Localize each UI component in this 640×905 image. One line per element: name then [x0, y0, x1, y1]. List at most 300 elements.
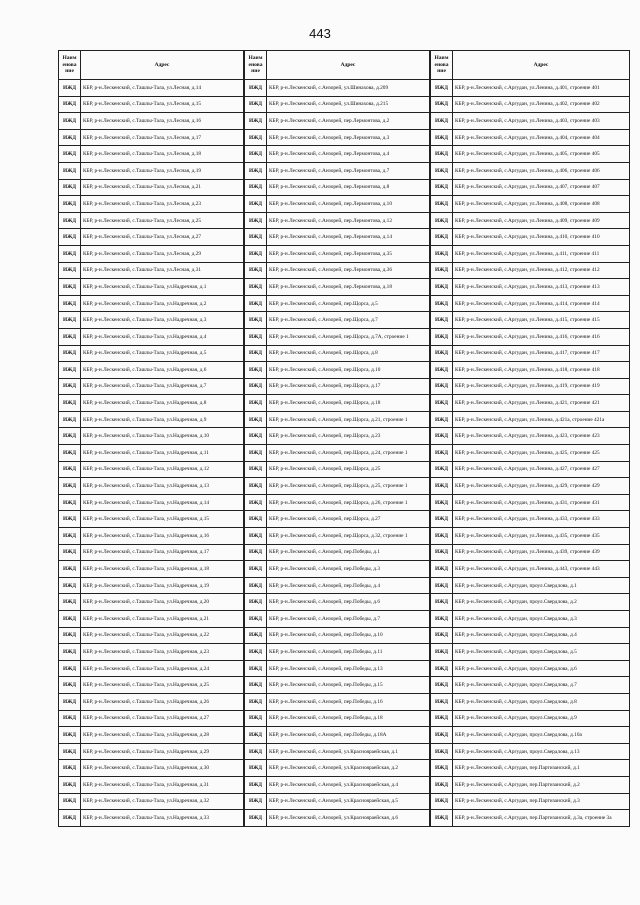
address-cell: КБР, р-н.Лескенский, с.Анзорей, пер.Щорса, д.26, строение 1	[267, 494, 430, 511]
address-cell: КБР, р-н.Лескенский, с.Аргудан, ул.Ленина, д.427, строение 427	[453, 461, 630, 478]
address-cell: КБР, р-н.Лескенский, с.Ташлы-Тала, ул.Надречная, д.32	[81, 793, 244, 810]
address-cell: КБР, р-н.Лескенский, с.Аргудан, проул.Свердлова, д.7	[453, 677, 630, 694]
address-cell: КБР, р-н.Лескенский, с.Анзорей, пер.Победы, д.4	[267, 577, 430, 594]
table-row	[59, 577, 244, 594]
table-row	[245, 760, 430, 777]
object-type-cell: ИЖД	[59, 345, 81, 362]
table-row	[59, 660, 244, 677]
object-type-cell: ИЖД	[245, 229, 267, 246]
table-row	[431, 312, 630, 329]
table-row	[431, 494, 630, 511]
object-type-cell: ИЖД	[59, 776, 81, 793]
address-cell: КБР, р-н.Лескенский, с.Анзорей, пер.Лермонтова, д.36	[267, 262, 430, 279]
object-type-cell: ИЖД	[245, 577, 267, 594]
object-type-cell: ИЖД	[245, 727, 267, 744]
address-cell: КБР, р-н.Лескенский, с.Ташлы-Тала, ул.Надречная, д.14	[81, 494, 244, 511]
table-row	[245, 561, 430, 578]
address-cell: КБР, р-н.Лескенский, с.Аргудан, ул.Ленина, д.403, строение 403	[453, 113, 630, 130]
address-cell: КБР, р-н.Лескенский, с.Анзорей, пер.Щорса, д.32, строение 1	[267, 528, 430, 545]
object-type-cell: ИЖД	[59, 113, 81, 130]
table-row	[59, 528, 244, 545]
address-cell: КБР, р-н.Лескенский, с.Анзорей, пер.Щорса, д.10	[267, 362, 430, 379]
address-cell: КБР, р-н.Лескенский, с.Анзорей, пер.Победы, д.10	[267, 627, 430, 644]
table-row	[245, 776, 430, 793]
object-type-cell: ИЖД	[431, 162, 453, 179]
object-type-cell: ИЖД	[59, 810, 81, 827]
address-cell: КБР, р-н.Лескенский, с.Ташлы-Тала, ул.Лесная, д.17	[81, 129, 244, 146]
address-cell: КБР, р-н.Лескенский, с.Ташлы-Тала, ул.Надречная, д.18	[81, 561, 244, 578]
object-type-cell: ИЖД	[431, 793, 453, 810]
table-row	[431, 245, 630, 262]
table-row	[59, 212, 244, 229]
table-row	[59, 544, 244, 561]
object-type-cell: ИЖД	[431, 96, 453, 113]
address-cell: КБР, р-н.Лескенский, с.Ташлы-Тала, ул.Лесная, д.16	[81, 113, 244, 130]
object-type-cell: ИЖД	[245, 776, 267, 793]
address-cell: КБР, р-н.Лескенский, с.Ташлы-Тала, ул.Надречная, д.25	[81, 677, 244, 694]
object-type-cell: ИЖД	[59, 229, 81, 246]
object-type-cell: ИЖД	[245, 445, 267, 462]
table-row	[431, 378, 630, 395]
address-cell: КБР, р-н.Лескенский, с.Аргудан, ул.Ленина, д.405, строение 405	[453, 146, 630, 163]
table-row	[245, 478, 430, 495]
table-row	[431, 262, 630, 279]
address-cell: КБР, р-н.Лескенский, с.Аргудан, проул.Свердлова, д.1	[453, 577, 630, 594]
table-header	[245, 51, 430, 80]
table-row	[59, 793, 244, 810]
address-cell: КБР, р-н.Лескенский, с.Ташлы-Тала, ул.Надречная, д.20	[81, 594, 244, 611]
table-row	[59, 445, 244, 462]
object-type-cell: ИЖД	[245, 810, 267, 827]
address-cell: КБР, р-н.Лескенский, с.Ташлы-Тала, ул.Надречная, д.15	[81, 511, 244, 528]
address-cell: КБР, р-н.Лескенский, с.Ташлы-Тала, ул.Надречная, д.10	[81, 428, 244, 445]
object-type-cell: ИЖД	[59, 129, 81, 146]
table-row	[431, 677, 630, 694]
address-cell: КБР, р-н.Лескенский, с.Ташлы-Тала, ул.Лесная, д.19	[81, 162, 244, 179]
object-type-cell: ИЖД	[431, 544, 453, 561]
address-cell: КБР, р-н.Лескенский, с.Аргудан, пер.Партизанский, д.1	[453, 760, 630, 777]
address-cell: КБР, р-н.Лескенский, с.Анзорей, ул.Шинахова, д.209	[267, 80, 430, 97]
object-type-cell: ИЖД	[431, 212, 453, 229]
table-row	[245, 279, 430, 296]
address-cell: КБР, р-н.Лескенский, с.Анзорей, пер.Лермонтова, д.7	[267, 162, 430, 179]
address-cell: КБР, р-н.Лескенский, с.Анзорей, пер.Щорса, д.21, строение 1	[267, 411, 430, 428]
object-type-cell: ИЖД	[431, 743, 453, 760]
object-type-cell: ИЖД	[431, 776, 453, 793]
table-row	[431, 743, 630, 760]
table-row	[431, 776, 630, 793]
table-row	[245, 80, 430, 97]
table-row	[245, 677, 430, 694]
object-type-cell: ИЖД	[59, 162, 81, 179]
table-row	[59, 644, 244, 661]
table-row	[431, 544, 630, 561]
object-type-cell: ИЖД	[59, 611, 81, 628]
table-row	[245, 743, 430, 760]
table-row	[431, 395, 630, 412]
address-cell: КБР, р-н.Лескенский, с.Аргудан, проул.Свердлова, д.3	[453, 611, 630, 628]
table-row	[431, 411, 630, 428]
table-row	[431, 295, 630, 312]
address-cell: КБР, р-н.Лескенский, с.Аргудан, ул.Ленина, д.423, строение 423	[453, 428, 630, 445]
table-row	[431, 196, 630, 213]
object-type-cell: ИЖД	[59, 212, 81, 229]
table-row	[245, 362, 430, 379]
table-row	[59, 80, 244, 97]
object-type-cell: ИЖД	[245, 511, 267, 528]
address-cell: КБР, р-н.Лескенский, с.Ташлы-Тала, ул.Лесная, д.15	[81, 96, 244, 113]
address-cell: КБР, р-н.Лескенский, с.Анзорей, пер.Победы, д.6	[267, 594, 430, 611]
object-type-cell: ИЖД	[431, 395, 453, 412]
object-type-cell: ИЖД	[431, 411, 453, 428]
table-row	[245, 395, 430, 412]
address-cell: КБР, р-н.Лескенский, с.Анзорей, пер.Щорса, д.27	[267, 511, 430, 528]
object-type-cell: ИЖД	[245, 295, 267, 312]
object-type-cell: ИЖД	[245, 328, 267, 345]
address-cell: КБР, р-н.Лескенский, с.Анзорей, пер.Победы, д.18	[267, 710, 430, 727]
address-cell: КБР, р-н.Лескенский, с.Аргудан, пер.Партизанский, д.3	[453, 793, 630, 810]
object-type-cell: ИЖД	[431, 727, 453, 744]
object-type-cell: ИЖД	[245, 561, 267, 578]
table-row	[59, 378, 244, 395]
table-row	[59, 727, 244, 744]
table-row	[245, 594, 430, 611]
object-type-cell: ИЖД	[431, 760, 453, 777]
address-table-3	[430, 50, 630, 827]
table-row	[59, 279, 244, 296]
table-row	[245, 96, 430, 113]
header-address: Адрес	[81, 51, 244, 80]
table-row	[59, 743, 244, 760]
table-row	[59, 561, 244, 578]
table-row	[245, 644, 430, 661]
table-row	[59, 113, 244, 130]
address-cell: КБР, р-н.Лескенский, с.Аргудан, ул.Ленина, д.421а, строение 421а	[453, 411, 630, 428]
address-cell: КБР, р-н.Лескенский, с.Ташлы-Тала, ул.Надречная, д.11	[81, 445, 244, 462]
object-type-cell: ИЖД	[59, 693, 81, 710]
object-type-cell: ИЖД	[59, 196, 81, 213]
address-cell: КБР, р-н.Лескенский, с.Ташлы-Тала, ул.Надречная, д.5	[81, 345, 244, 362]
table-row	[431, 229, 630, 246]
table-row	[59, 693, 244, 710]
address-cell: КБР, р-н.Лескенский, с.Ташлы-Тала, ул.Надречная, д.26	[81, 693, 244, 710]
address-cell: КБР, р-н.Лескенский, с.Аргудан, ул.Ленина, д.419, строение 419	[453, 378, 630, 395]
table-row	[431, 561, 630, 578]
address-cell: КБР, р-н.Лескенский, с.Анзорей, пер.Победы, д.18А	[267, 727, 430, 744]
address-cell: КБР, р-н.Лескенский, с.Аргудан, проул.Свердлова, д.2	[453, 594, 630, 611]
header-code: Наим енова ние	[245, 51, 267, 80]
address-cell: КБР, р-н.Лескенский, с.Ташлы-Тала, ул.Надречная, д.31	[81, 776, 244, 793]
object-type-cell: ИЖД	[245, 478, 267, 495]
table-row	[245, 611, 430, 628]
table-row	[245, 693, 430, 710]
table-row	[431, 129, 630, 146]
object-type-cell: ИЖД	[431, 378, 453, 395]
object-type-cell: ИЖД	[431, 328, 453, 345]
object-type-cell: ИЖД	[431, 594, 453, 611]
object-type-cell: ИЖД	[431, 677, 453, 694]
address-cell: КБР, р-н.Лескенский, с.Анзорей, пер.Лермонтова, д.4	[267, 146, 430, 163]
object-type-cell: ИЖД	[431, 445, 453, 462]
object-type-cell: ИЖД	[245, 494, 267, 511]
address-cell: КБР, р-н.Лескенский, с.Ташлы-Тала, ул.Надречная, д.6	[81, 362, 244, 379]
table-row	[431, 528, 630, 545]
object-type-cell: ИЖД	[59, 677, 81, 694]
address-cell: КБР, р-н.Лескенский, с.Аргудан, пер.Партизанский, д.2	[453, 776, 630, 793]
table-row	[431, 611, 630, 628]
table-row	[245, 411, 430, 428]
table-row	[59, 96, 244, 113]
address-cell: КБР, р-н.Лескенский, с.Аргудан, ул.Ленина, д.431, строение 431	[453, 494, 630, 511]
address-cell: КБР, р-н.Лескенский, с.Аргудан, ул.Ленина, д.404, строение 404	[453, 129, 630, 146]
table-row	[431, 810, 630, 827]
address-cell: КБР, р-н.Лескенский, с.Аргудан, ул.Ленина, д.413, строение 413	[453, 279, 630, 296]
object-type-cell: ИЖД	[59, 312, 81, 329]
address-cell: КБР, р-н.Лескенский, с.Анзорей, пер.Победы, д.7	[267, 611, 430, 628]
object-type-cell: ИЖД	[59, 80, 81, 97]
object-type-cell: ИЖД	[431, 644, 453, 661]
object-type-cell: ИЖД	[245, 196, 267, 213]
address-cell: КБР, р-н.Лескенский, с.Ташлы-Тала, ул.Надречная, д.8	[81, 395, 244, 412]
address-table-2	[244, 50, 430, 827]
table-row	[431, 80, 630, 97]
address-cell: КБР, р-н.Лескенский, с.Анзорей, пер.Щорса, д.17	[267, 378, 430, 395]
address-cell: КБР, р-н.Лескенский, с.Аргудан, ул.Ленина, д.443, строение 443	[453, 561, 630, 578]
address-cell: КБР, р-н.Лескенский, с.Анзорей, ул.Шинахова, д.215	[267, 96, 430, 113]
object-type-cell: ИЖД	[59, 328, 81, 345]
address-cell: КБР, р-н.Лескенский, с.Аргудан, ул.Ленина, д.439, строение 439	[453, 544, 630, 561]
address-cell: КБР, р-н.Лескенский, с.Ташлы-Тала, ул.Надречная, д.23	[81, 644, 244, 661]
object-type-cell: ИЖД	[431, 577, 453, 594]
address-cell: КБР, р-н.Лескенский, с.Анзорей, пер.Победы, д.13	[267, 660, 430, 677]
object-type-cell: ИЖД	[245, 113, 267, 130]
table-row	[431, 478, 630, 495]
table-row	[431, 162, 630, 179]
table-row	[59, 428, 244, 445]
address-cell: КБР, р-н.Лескенский, с.Аргудан, ул.Ленина, д.411, строение 411	[453, 245, 630, 262]
address-cell: КБР, р-н.Лескенский, с.Аргудан, ул.Ленина, д.429, строение 429	[453, 478, 630, 495]
address-cell: КБР, р-н.Лескенский, с.Анзорей, пер.Щорса, д.24, строение 1	[267, 445, 430, 462]
object-type-cell: ИЖД	[431, 196, 453, 213]
table-row	[59, 262, 244, 279]
table-row	[59, 494, 244, 511]
table-row	[431, 179, 630, 196]
address-cell: КБР, р-н.Лескенский, с.Анзорей, пер.Лермонтова, д.10	[267, 196, 430, 213]
table-row	[245, 179, 430, 196]
object-type-cell: ИЖД	[245, 395, 267, 412]
address-cell: КБР, р-н.Лескенский, с.Анзорей, пер.Лермонтова, д.35	[267, 245, 430, 262]
table-row	[59, 146, 244, 163]
table-row	[245, 328, 430, 345]
object-type-cell: ИЖД	[245, 212, 267, 229]
object-type-cell: ИЖД	[245, 710, 267, 727]
address-cell: КБР, р-н.Лескенский, с.Анзорей, пер.Щорса, д.23	[267, 428, 430, 445]
address-cell: КБР, р-н.Лескенский, с.Аргудан, ул.Ленина, д.425, строение 425	[453, 445, 630, 462]
table-row	[245, 428, 430, 445]
table-row	[245, 660, 430, 677]
table-row	[59, 395, 244, 412]
table-row	[431, 793, 630, 810]
object-type-cell: ИЖД	[431, 362, 453, 379]
object-type-cell: ИЖД	[431, 528, 453, 545]
table-row	[59, 478, 244, 495]
address-cell: КБР, р-н.Лескенский, с.Ташлы-Тала, ул.Надречная, д.9	[81, 411, 244, 428]
table-row	[245, 727, 430, 744]
object-type-cell: ИЖД	[245, 594, 267, 611]
address-cell: КБР, р-н.Лескенский, с.Анзорей, пер.Щорса, д.18	[267, 395, 430, 412]
address-cell: КБР, р-н.Лескенский, с.Анзорей, ул.Краснояраейская, д.6	[267, 810, 430, 827]
address-cell: КБР, р-н.Лескенский, с.Ташлы-Тала, ул.Лесная, д.23	[81, 196, 244, 213]
address-cell: КБР, р-н.Лескенский, с.Ташлы-Тала, ул.Лесная, д.14	[81, 80, 244, 97]
object-type-cell: ИЖД	[431, 511, 453, 528]
table-header	[431, 51, 630, 80]
address-cell: КБР, р-н.Лескенский, с.Ташлы-Тала, ул.Лесная, д.29	[81, 245, 244, 262]
object-type-cell: ИЖД	[59, 395, 81, 412]
object-type-cell: ИЖД	[431, 262, 453, 279]
table-row	[245, 229, 430, 246]
table-row	[245, 627, 430, 644]
address-cell: КБР, р-н.Лескенский, с.Аргудан, пер.Партизанский, д.3а, строение 3а	[453, 810, 630, 827]
address-cell: КБР, р-н.Лескенский, с.Аргудан, ул.Ленина, д.407, строение 407	[453, 179, 630, 196]
table-row	[245, 710, 430, 727]
object-type-cell: ИЖД	[59, 544, 81, 561]
object-type-cell: ИЖД	[59, 793, 81, 810]
address-cell: КБР, р-н.Лескенский, с.Ташлы-Тала, ул.Надречная, д.17	[81, 544, 244, 561]
address-cell: КБР, р-н.Лескенский, с.Анзорей, пер.Победы, д.11	[267, 644, 430, 661]
object-type-cell: ИЖД	[245, 677, 267, 694]
header-address: Адрес	[267, 51, 430, 80]
address-cell: КБР, р-н.Лескенский, с.Анзорей, пер.Щорса, д.7	[267, 312, 430, 329]
object-type-cell: ИЖД	[245, 760, 267, 777]
address-cell: КБР, р-н.Лескенский, с.Анзорей, пер.Лермонтова, д.18	[267, 279, 430, 296]
object-type-cell: ИЖД	[431, 478, 453, 495]
address-cell: КБР, р-н.Лескенский, с.Анзорей, пер.Победы, д.1	[267, 544, 430, 561]
table-row	[431, 660, 630, 677]
table-row	[245, 345, 430, 362]
table-row	[59, 196, 244, 213]
object-type-cell: ИЖД	[59, 96, 81, 113]
address-cell: КБР, р-н.Лескенский, с.Аргудан, проул.Свердлова, д.13	[453, 743, 630, 760]
address-cell: КБР, р-н.Лескенский, с.Анзорей, пер.Лермонтова, д.8	[267, 179, 430, 196]
address-cell: КБР, р-н.Лескенский, с.Ташлы-Тала, ул.Надречная, д.19	[81, 577, 244, 594]
table-row	[59, 760, 244, 777]
object-type-cell: ИЖД	[59, 760, 81, 777]
table-row	[245, 162, 430, 179]
address-cell: КБР, р-н.Лескенский, с.Ташлы-Тала, ул.Надречная, д.1	[81, 279, 244, 296]
object-type-cell: ИЖД	[431, 461, 453, 478]
address-cell: КБР, р-н.Лескенский, с.Ташлы-Тала, ул.Надречная, д.27	[81, 710, 244, 727]
address-cell: КБР, р-н.Лескенский, с.Анзорей, ул.Краснояраейская, д.5	[267, 793, 430, 810]
object-type-cell: ИЖД	[431, 113, 453, 130]
table-row	[59, 162, 244, 179]
table-row	[431, 760, 630, 777]
header-address: Адрес	[453, 51, 630, 80]
address-table-1	[58, 50, 244, 827]
address-cell: КБР, р-н.Лескенский, с.Анзорей, ул.Краснояраейская, д.4	[267, 776, 430, 793]
object-type-cell: ИЖД	[59, 362, 81, 379]
table-row	[245, 129, 430, 146]
table-row	[431, 146, 630, 163]
address-cell: КБР, р-н.Лескенский, с.Аргудан, ул.Ленина, д.417, строение 417	[453, 345, 630, 362]
table-header	[59, 51, 244, 80]
address-cell: КБР, р-н.Лескенский, с.Ташлы-Тала, ул.Надречная, д.21	[81, 611, 244, 628]
object-type-cell: ИЖД	[431, 627, 453, 644]
header-code: Наим енова ние	[431, 51, 453, 80]
table-row	[431, 644, 630, 661]
object-type-cell: ИЖД	[245, 660, 267, 677]
object-type-cell: ИЖД	[431, 279, 453, 296]
table-row	[431, 113, 630, 130]
object-type-cell: ИЖД	[59, 727, 81, 744]
table-row	[245, 212, 430, 229]
table-row	[59, 611, 244, 628]
table-row	[59, 345, 244, 362]
table-row	[245, 445, 430, 462]
address-cell: КБР, р-н.Лескенский, с.Ташлы-Тала, ул.Надречная, д.22	[81, 627, 244, 644]
table-row	[245, 196, 430, 213]
table-row	[59, 511, 244, 528]
address-cell: КБР, р-н.Лескенский, с.Ташлы-Тала, ул.Лесная, д.27	[81, 229, 244, 246]
object-type-cell: ИЖД	[245, 611, 267, 628]
address-cell: КБР, р-н.Лескенский, с.Анзорей, пер.Победы, д.3	[267, 561, 430, 578]
table-row	[59, 328, 244, 345]
address-cell: КБР, р-н.Лескенский, с.Ташлы-Тала, ул.Лесная, д.18	[81, 146, 244, 163]
address-cell: КБР, р-н.Лескенский, с.Ташлы-Тала, ул.Надречная, д.12	[81, 461, 244, 478]
address-cell: КБР, р-н.Лескенский, с.Анзорей, пер.Победы, д.16	[267, 693, 430, 710]
address-cell: КБР, р-н.Лескенский, с.Анзорей, ул.Краснояраейская, д.2	[267, 760, 430, 777]
address-cell: КБР, р-н.Лескенский, с.Ташлы-Тала, ул.Надречная, д.4	[81, 328, 244, 345]
address-cell: КБР, р-н.Лескенский, с.Анзорей, пер.Победы, д.15	[267, 677, 430, 694]
table-row	[245, 378, 430, 395]
object-type-cell: ИЖД	[245, 129, 267, 146]
object-type-cell: ИЖД	[245, 162, 267, 179]
object-type-cell: ИЖД	[59, 295, 81, 312]
address-cell: КБР, р-н.Лескенский, с.Аргудан, ул.Ленина, д.409, строение 409	[453, 212, 630, 229]
address-cell: КБР, р-н.Лескенский, с.Аргудан, проул.Свердлова, д.4	[453, 627, 630, 644]
table-row	[431, 627, 630, 644]
address-cell: КБР, р-н.Лескенский, с.Ташлы-Тала, ул.Надречная, д.33	[81, 810, 244, 827]
address-cell: КБР, р-н.Лескенский, с.Ташлы-Тала, ул.Надречная, д.2	[81, 295, 244, 312]
object-type-cell: ИЖД	[59, 644, 81, 661]
table-row	[431, 727, 630, 744]
address-cell: КБР, р-н.Лескенский, с.Аргудан, ул.Ленина, д.421, строение 421	[453, 395, 630, 412]
table-row	[245, 494, 430, 511]
object-type-cell: ИЖД	[59, 511, 81, 528]
table-row	[59, 411, 244, 428]
object-type-cell: ИЖД	[245, 743, 267, 760]
table-row	[431, 428, 630, 445]
table-row	[431, 445, 630, 462]
table-row	[431, 362, 630, 379]
object-type-cell: ИЖД	[431, 295, 453, 312]
object-type-cell: ИЖД	[245, 627, 267, 644]
address-cell: КБР, р-н.Лескенский, с.Аргудан, проул.Свердлова, д.9	[453, 710, 630, 727]
object-type-cell: ИЖД	[245, 96, 267, 113]
object-type-cell: ИЖД	[245, 279, 267, 296]
table-row	[59, 776, 244, 793]
address-cell: КБР, р-н.Лескенский, с.Аргудан, ул.Ленина, д.418, строение 418	[453, 362, 630, 379]
table-row	[59, 129, 244, 146]
object-type-cell: ИЖД	[431, 229, 453, 246]
address-cell: КБР, р-н.Лескенский, с.Анзорей, пер.Щорса, д.25, строение 1	[267, 478, 430, 495]
table-row	[431, 710, 630, 727]
table-row	[245, 528, 430, 545]
address-cell: КБР, р-н.Лескенский, с.Анзорей, пер.Лермонтова, д.2	[267, 113, 430, 130]
header-code: Наим енова ние	[59, 51, 81, 80]
table-row	[59, 594, 244, 611]
object-type-cell: ИЖД	[59, 710, 81, 727]
address-cell: КБР, р-н.Лескенский, с.Ташлы-Тала, ул.Лесная, д.31	[81, 262, 244, 279]
